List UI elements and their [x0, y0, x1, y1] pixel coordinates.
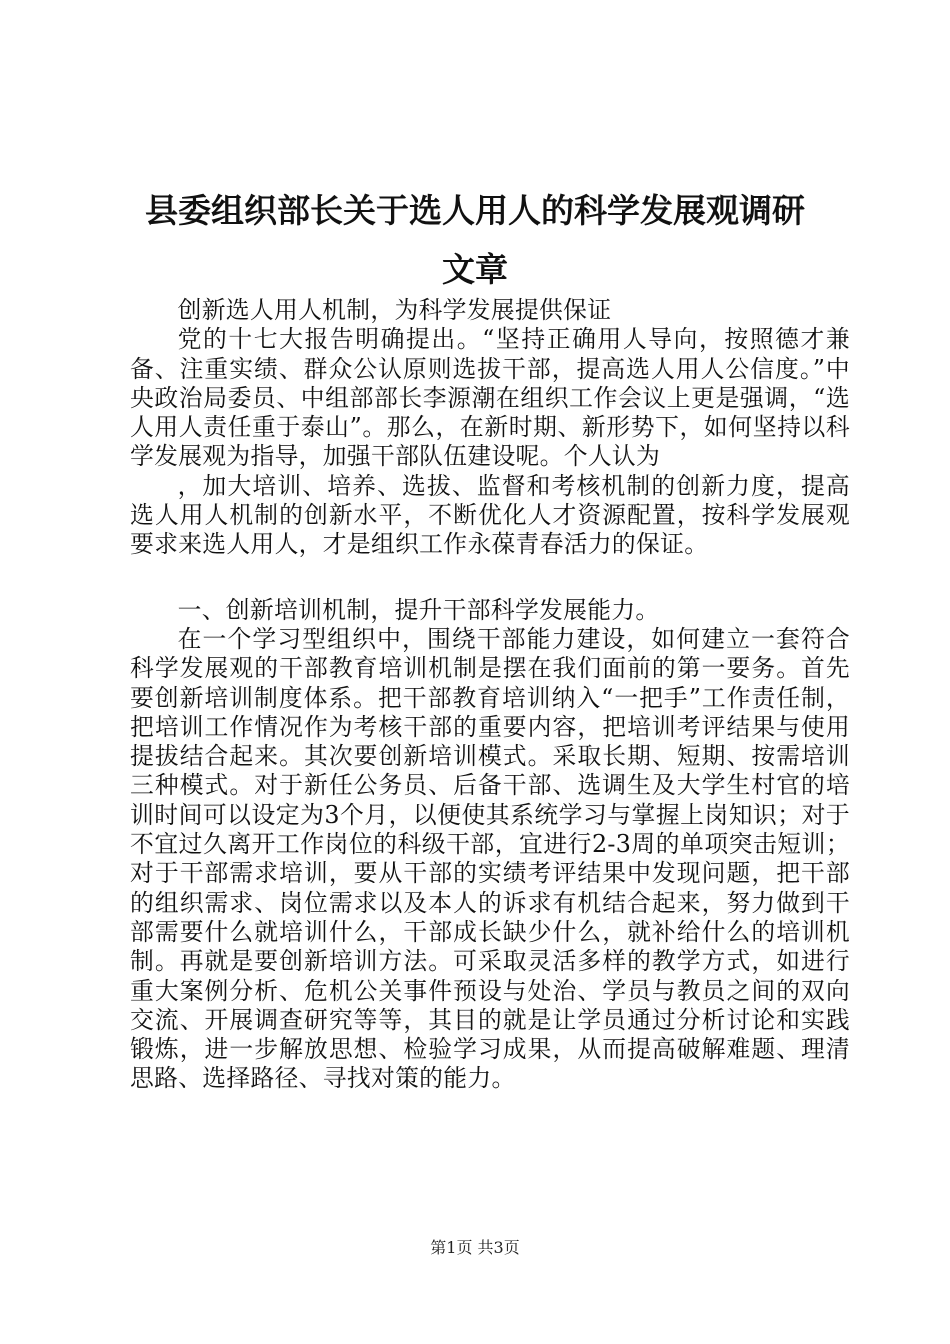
document-title-line-2: 文章	[442, 250, 508, 289]
paragraph-intro: 党的十七大报告明确提出。“坚持正确用人导向，按照德才兼备、注重实绩、群众公认原则选拔干部，提高选人用人公信度。”中央政治局委员、中组部部长李源潮在组织工作会议上更是强调，“选人用人责任重于泰山”。那么，在新时期、新形势下，如何坚持以科学发展观为指导，加强干部队伍建设呢。个人认为	[130, 325, 850, 471]
paragraph-intro-continued: ，加大培训、培养、选拔、监督和考核机制的创新力度，提高选人用人机制的创新水平，不断优化人才资源配置，按科学发展观要求来选人用人，才是组织工作永葆青春活力的保证。	[130, 471, 850, 559]
paragraph-section-1-body: 在一个学习型组织中，围绕干部能力建设，如何建立一套符合科学发展观的干部教育培训机制是摆在我们面前的第一要务。首先要创新培训制度体系。把干部教育培训纳入“一把手”工作责任制，把培训工作情况作为考核干部的重要内容，把培训考评结果与使用提拔结合起来。其次要创新培训模式。采取长期、短期、按需培训三种模式。对于新任公务员、后备干部、选调生及大学生村官的培训时间可以设定为3个月，以便使其系统学习与掌握上岗知识；对于不宜过久离开工作岗位的科级干部，宜进行2-3周的单项突击短训；对于干部需求培训，要从干部的实绩考评结果中发现问题，把干部的组织需求、岗位需求以及本人的诉求有机结合起来，努力做到干部需要什么就培训什么，干部成长缺少什么，就补给什么的培训机制。再就是要创新培训方法。可采取灵活多样的教学方式，如进行重大案例分析、危机公关事件预设与处治、学员与教员之间的双向交流、开展调查研究等等，其目的就是让学员通过分析讨论和实践锻炼，进一步解放思想、检验学习成果，从而提高破解难题、理清思路、选择路径、寻找对策的能力。	[130, 624, 850, 1093]
document-title-line-1: 县委组织部长关于选人用人的科学发展观调研	[145, 191, 805, 230]
page-number-footer: 第1页 共3页	[430, 1238, 520, 1257]
document-body	[130, 296, 850, 1094]
paragraph-subtitle: 创新选人用人机制，为科学发展提供保证	[177, 296, 612, 324]
section-heading-1: 一、创新培训机制，提升干部科学发展能力。	[177, 595, 660, 624]
